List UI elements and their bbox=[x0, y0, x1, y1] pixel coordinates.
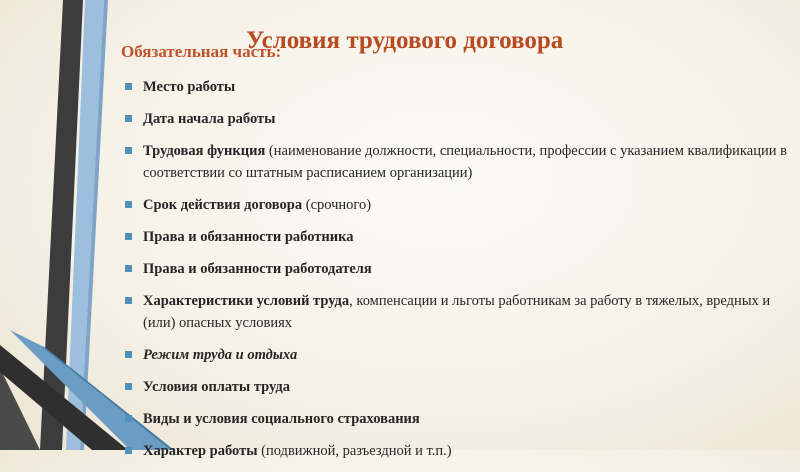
item-description: (наименование должности, специальности, профессии с указанием квалификации в соответствии со штатным расписанием организации) bbox=[143, 143, 787, 181]
square-bullet-icon bbox=[125, 415, 132, 422]
section-subtitle: Обязательная часть: bbox=[121, 42, 282, 61]
item-term: Режим труда и отдыха bbox=[143, 347, 298, 363]
square-bullet-icon bbox=[125, 201, 132, 208]
item-description: (подвижной, разъездной и т.п.) bbox=[257, 443, 452, 459]
square-bullet-icon bbox=[125, 83, 132, 90]
square-bullet-icon bbox=[125, 115, 132, 122]
item-term: Права и обязанности работника bbox=[143, 229, 354, 245]
list-item bbox=[125, 408, 790, 430]
list-item bbox=[125, 194, 790, 216]
item-term: Условия оплаты труда bbox=[143, 379, 290, 395]
list-item bbox=[125, 376, 790, 398]
square-bullet-icon bbox=[125, 233, 132, 240]
item-description: (срочного) bbox=[302, 197, 372, 213]
square-bullet-icon bbox=[125, 297, 132, 304]
list-item bbox=[125, 344, 790, 366]
list-item bbox=[125, 440, 790, 462]
conditions-list bbox=[125, 76, 790, 472]
list-item bbox=[125, 226, 790, 248]
square-bullet-icon bbox=[125, 447, 132, 454]
square-bullet-icon bbox=[125, 265, 132, 272]
square-bullet-icon bbox=[125, 147, 132, 154]
item-term: Трудовая функция bbox=[143, 143, 266, 159]
list-item bbox=[125, 140, 790, 184]
list-item bbox=[125, 258, 790, 280]
square-bullet-icon bbox=[125, 351, 132, 358]
item-term: Характеристики условий труда bbox=[143, 293, 350, 309]
item-term: Характер работы bbox=[143, 443, 258, 459]
list-item bbox=[125, 76, 790, 98]
list-item bbox=[125, 108, 790, 130]
item-description: , компенсации и льготы работникам за работу в тяжелых, вредных и (или) опасных условиях bbox=[143, 293, 771, 331]
item-term: Виды и условия социального страхования bbox=[143, 411, 420, 427]
slide-title: Условия трудового договора bbox=[246, 27, 564, 54]
item-term: Место работы bbox=[143, 79, 236, 95]
square-bullet-icon bbox=[125, 383, 132, 390]
list-item bbox=[125, 290, 790, 334]
item-term: Дата начала работы bbox=[143, 111, 276, 127]
item-term: Срок действия договора bbox=[143, 197, 303, 213]
item-term: Права и обязанности работодателя bbox=[143, 261, 372, 277]
